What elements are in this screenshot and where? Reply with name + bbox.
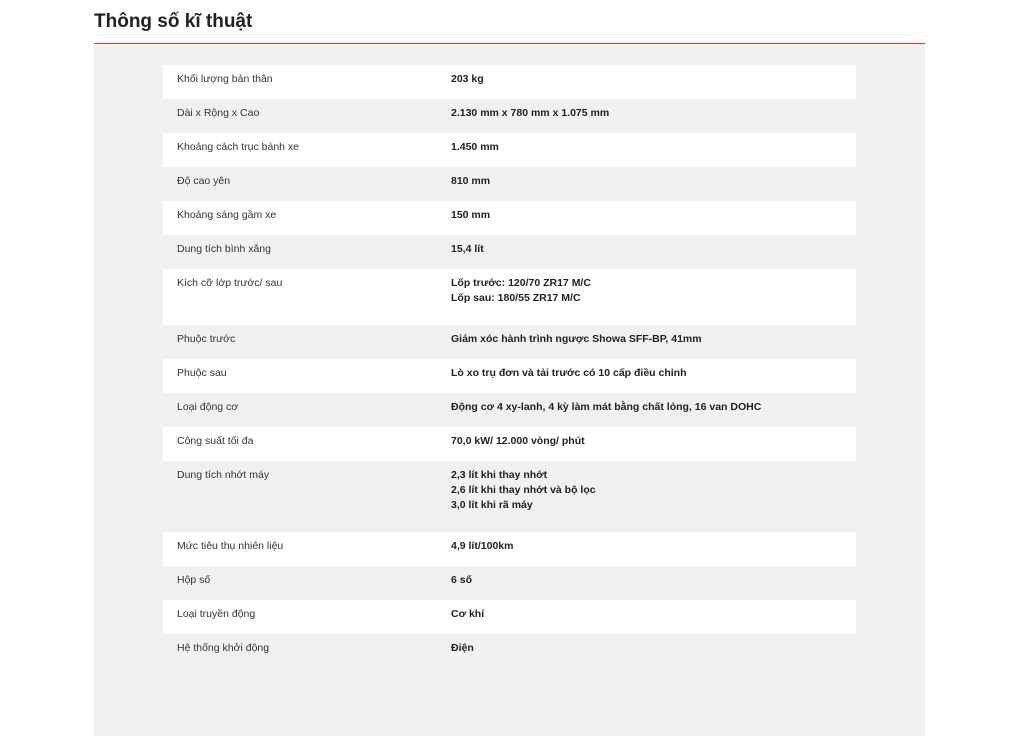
spec-label: Khoảng cách trục bánh xe (177, 141, 300, 153)
spec-value (451, 174, 856, 201)
spec-label: Dài x Rộng x Cao (177, 107, 260, 119)
spec-row (163, 99, 856, 133)
spec-row (163, 634, 856, 668)
spec-value (451, 539, 856, 566)
spec-value (451, 208, 856, 235)
spec-label: Khối lượng bản thân (177, 73, 273, 85)
spec-label: Loại động cơ (177, 401, 239, 413)
spec-row (163, 359, 856, 393)
spec-value-line: Lốp trước: 120/70 ZR17 M/C (451, 277, 591, 289)
spec-value-line: Giảm xóc hành trình ngược Showa SFF-BP, 41mm (451, 333, 702, 345)
spec-value (451, 366, 856, 393)
spec-value-line: Cơ khí (451, 608, 485, 620)
spec-value-line: Điện (451, 642, 474, 654)
specs-panel (94, 44, 925, 736)
spec-row (163, 235, 856, 269)
spec-row (163, 427, 856, 461)
spec-row (163, 269, 856, 325)
spec-row (163, 393, 856, 427)
spec-label: Phuộc trước (177, 333, 236, 345)
spec-value-line: 810 mm (451, 175, 491, 187)
spec-table (163, 65, 856, 668)
spec-value (451, 468, 856, 532)
spec-value (451, 106, 856, 133)
spec-value (451, 607, 856, 634)
spec-value-line: 15,4 lít (451, 243, 484, 255)
spec-label: Dung tích bình xăng (177, 243, 271, 255)
spec-label: Khoảng sáng gầm xe (177, 209, 277, 221)
spec-value (451, 434, 856, 461)
spec-value (451, 276, 856, 325)
spec-label: Dung tích nhớt máy (177, 469, 270, 481)
spec-label: Kích cỡ lớp trước/ sau (177, 277, 283, 289)
spec-label: Mức tiêu thụ nhiên liệu (177, 540, 284, 552)
spec-label: Loại truyền động (177, 608, 256, 620)
spec-value-line: 4,9 lít/100km (451, 540, 514, 552)
spec-value-line: 2,3 lít khi thay nhớt (451, 469, 548, 481)
spec-value-line: 6 số (451, 574, 473, 586)
spec-value-line: 203 kg (451, 73, 484, 85)
spec-label: Phuộc sau (177, 367, 227, 379)
spec-label: Hệ thống khởi động (177, 642, 270, 654)
spec-row (163, 566, 856, 600)
spec-value-line: Lò xo trụ đơn và tải trước có 10 cấp điều chỉnh (451, 367, 687, 379)
spec-value-line: 2,6 lít khi thay nhớt và bộ lọc (451, 484, 596, 496)
spec-value (451, 140, 856, 167)
spec-label: Công suất tối đa (177, 435, 254, 447)
spec-value-line: 2.130 mm x 780 mm x 1.075 mm (451, 107, 610, 119)
spec-value (451, 641, 856, 668)
section-header (94, 0, 925, 44)
spec-row (163, 65, 856, 99)
spec-value (451, 573, 856, 600)
spec-label: Hộp số (177, 574, 211, 586)
spec-row (163, 461, 856, 532)
spec-value (451, 332, 856, 359)
spec-row (163, 600, 856, 634)
spec-row (163, 133, 856, 167)
spec-row (163, 201, 856, 235)
spec-value-line: 150 mm (451, 209, 491, 221)
spec-row (163, 532, 856, 566)
spec-value (451, 242, 856, 269)
spec-value-line: Động cơ 4 xy-lanh, 4 kỳ làm mát bằng chất lỏng, 16 van DOHC (451, 401, 762, 413)
spec-row (163, 167, 856, 201)
spec-value-line: 1.450 mm (451, 141, 499, 153)
spec-value (451, 72, 856, 99)
spec-value-line: 70,0 kW/ 12.000 vòng/ phút (451, 435, 585, 447)
section-title: Thông số kĩ thuật (94, 11, 253, 32)
spec-value-line: 3,0 lít khi rã máy (451, 499, 533, 511)
spec-value (451, 400, 856, 427)
spec-row (163, 325, 856, 359)
spec-label: Độ cao yên (177, 175, 231, 187)
spec-value-line: Lốp sau: 180/55 ZR17 M/C (451, 292, 581, 304)
